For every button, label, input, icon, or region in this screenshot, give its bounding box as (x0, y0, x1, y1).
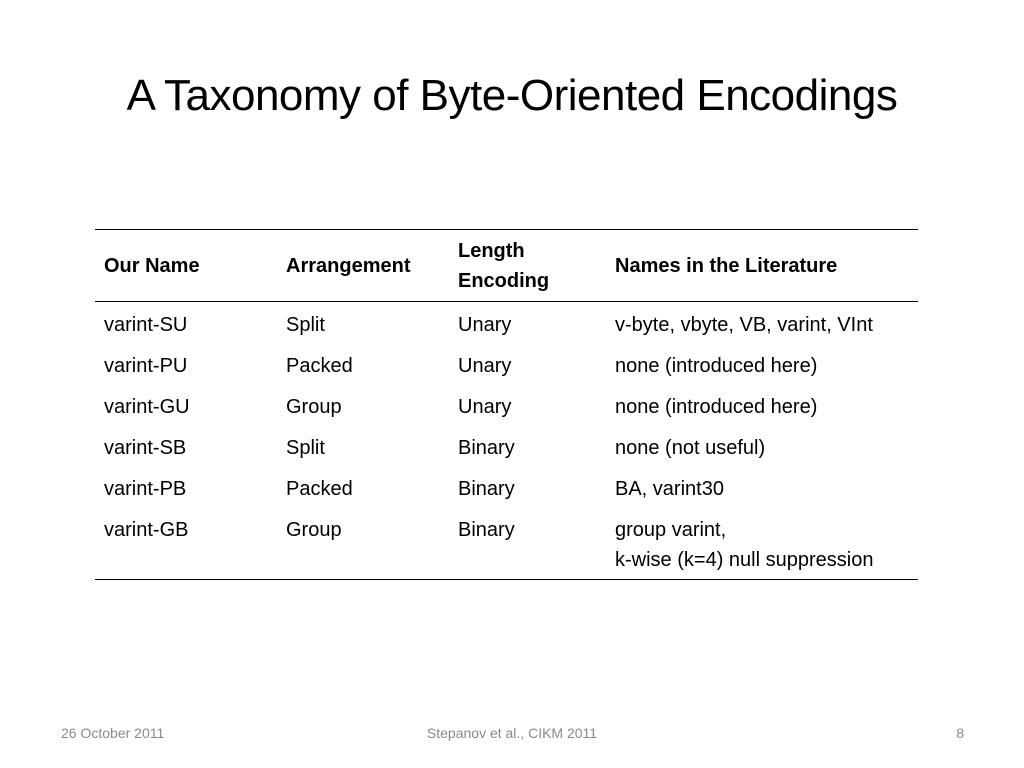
cell-our-name: varint-GU (104, 396, 190, 418)
cell-arrangement: Packed (286, 478, 353, 500)
cell-length-encoding: Unary (458, 355, 512, 377)
cell-arrangement: Split (286, 437, 325, 459)
cell-length-encoding: Binary (458, 437, 515, 459)
table-row (95, 509, 918, 580)
cell-length-encoding: Binary (458, 519, 515, 541)
header-our-name: Our Name (104, 255, 200, 277)
table-row (95, 427, 918, 468)
cell-length-encoding: Binary (458, 478, 515, 500)
header-arrangement: Arrangement (286, 255, 411, 277)
literature-name-line: k-wise (k=4) null suppression (615, 549, 874, 571)
literature-name-line: none (introduced here) (615, 355, 818, 377)
cell-literature-names (584, 302, 918, 346)
encoding-taxonomy-table (95, 229, 918, 580)
cell-our-name: varint-PU (104, 355, 188, 377)
table-row (95, 386, 918, 427)
cell-our-name: varint-SB (104, 437, 187, 459)
cell-our-name: varint-GB (104, 519, 189, 541)
header-literature-names: Names in the Literature (615, 255, 838, 277)
literature-name-line: none (introduced here) (615, 396, 818, 418)
footer-date: 26 October 2011 (61, 725, 165, 741)
table-row (95, 345, 918, 386)
cell-arrangement: Packed (286, 355, 353, 377)
cell-literature-names (584, 345, 918, 386)
cell-our-name: varint-PB (104, 478, 187, 500)
table-header (95, 230, 918, 302)
cell-literature-names (584, 509, 918, 580)
table-row (95, 468, 918, 509)
cell-length-encoding: Unary (458, 314, 512, 336)
cell-literature-names (584, 427, 918, 468)
literature-name-line: BA, varint30 (615, 478, 724, 500)
cell-our-name: varint-SU (104, 314, 188, 336)
literature-name-line: v-byte, vbyte, VB, varint, VInt (615, 314, 873, 336)
cell-arrangement: Group (286, 519, 342, 541)
header-length-encoding: Length Encoding (458, 240, 550, 292)
cell-literature-names (584, 386, 918, 427)
encoding-taxonomy-table-container (95, 229, 918, 580)
cell-arrangement: Group (286, 396, 342, 418)
table-row (95, 302, 918, 346)
cell-arrangement: Split (286, 314, 325, 336)
cell-literature-names (584, 468, 918, 509)
table-body (95, 302, 918, 580)
literature-name-line: group varint, (615, 519, 727, 541)
slide-page-number: 8 (956, 725, 964, 741)
cell-length-encoding: Unary (458, 396, 512, 418)
literature-name-line: none (not useful) (615, 437, 766, 459)
slide-title: A Taxonomy of Byte-Oriented Encodings (126, 71, 898, 120)
footer-citation: Stepanov et al., CIKM 2011 (426, 725, 598, 741)
header-row (95, 230, 918, 302)
